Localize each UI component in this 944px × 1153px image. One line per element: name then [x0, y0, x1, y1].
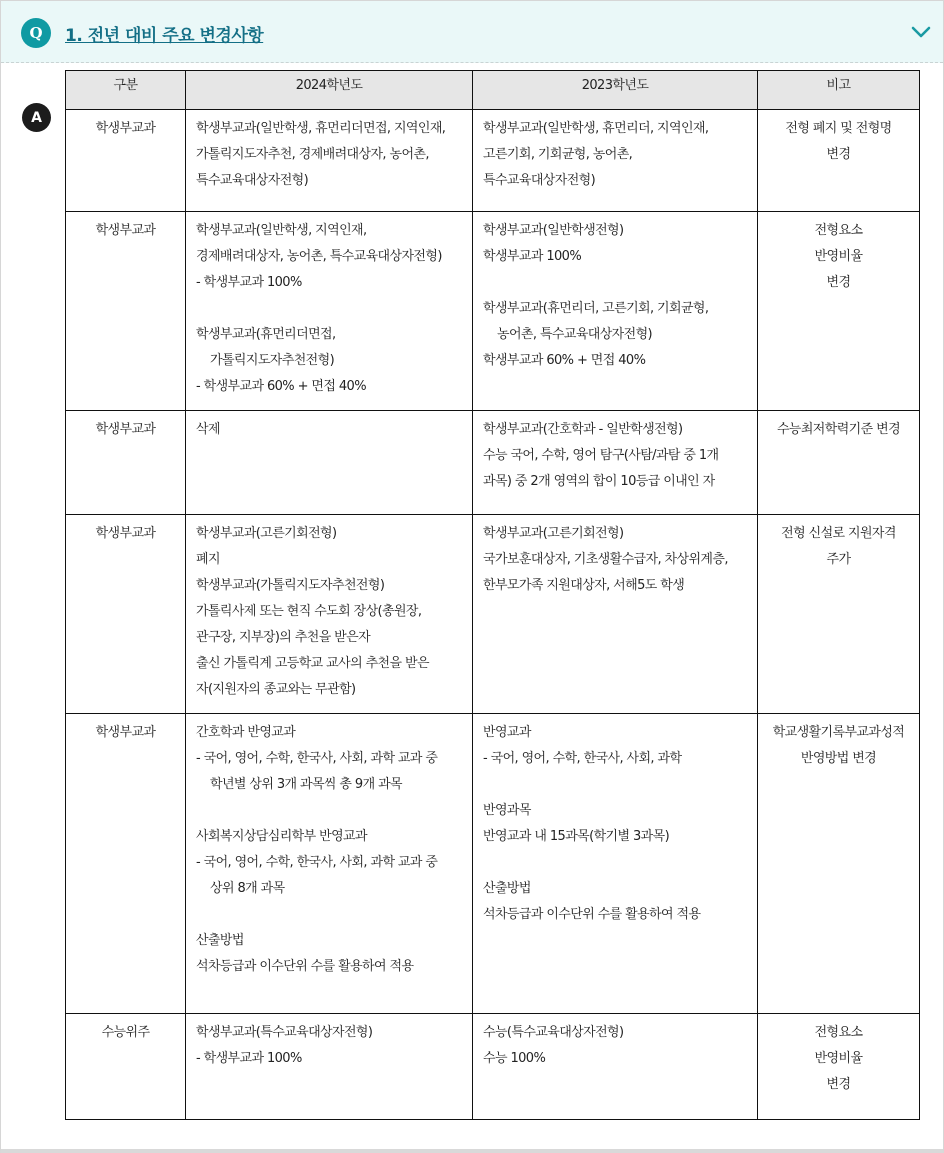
cell-text-line: 과목) 중 2개 영역의 합이 10등급 이내인 자	[483, 474, 715, 489]
cell-note	[758, 212, 920, 411]
cell-y2024	[186, 212, 473, 411]
cell-category: 학생부교과	[66, 411, 186, 515]
cell-text-line: 폐지	[196, 552, 220, 567]
cell-text-line: - 국어, 영어, 수학, 한국사, 사회, 과학	[483, 751, 682, 766]
cell-text-line: 가톨릭사제 또는 현직 수도회 장상(총원장,	[196, 604, 422, 619]
cell-text-line: 수능최저학력기준 변경	[776, 422, 901, 437]
cell-category: 수능위주	[66, 1014, 186, 1120]
cell-text-line: 반영교과	[483, 725, 531, 740]
cell-text-line: 학생부교과(가톨릭지도자추천전형)	[196, 578, 385, 593]
cell-y2023	[473, 1014, 758, 1120]
cell-note	[758, 714, 920, 1014]
cell-text-line: 수능 100%	[483, 1051, 546, 1066]
cell-text-line: 학생부교과 60% + 면접 40%	[483, 353, 646, 368]
cell-text-line: 수능(특수교육대상자전형)	[483, 1025, 624, 1040]
cell-category: 학생부교과	[66, 212, 186, 411]
cell-text-line: 주가	[826, 552, 851, 567]
cell-text-line: 반영비율	[814, 249, 863, 264]
cell-y2023	[473, 411, 758, 515]
cell-text-line: 국가보훈대상자, 기초생활수급자, 차상위계층,	[483, 552, 728, 567]
cell-text-line: - 학생부교과 100%	[196, 1051, 302, 1066]
cell-text-line: 학년별 상위 3개 과목씩 총 9개 과목	[210, 777, 402, 792]
cell-text-line: - 국어, 영어, 수학, 한국사, 사회, 과학 교과 중	[196, 855, 438, 870]
cell-y2023	[473, 515, 758, 714]
cell-text-line: 한부모가족 지원대상자, 서해5도 학생	[483, 578, 685, 593]
cell-text-line: 고른기회, 기회균형, 농어촌,	[483, 147, 633, 162]
cell-text-line: 상위 8개 과목	[210, 881, 285, 896]
cell-text-line: 석차등급과 이수단위 수를 활용하여 적용	[196, 959, 414, 974]
question-header[interactable]	[1, 1, 943, 63]
table-row	[66, 411, 920, 515]
cell-text-line: 전형 폐지 및 전형명	[785, 121, 892, 136]
cell-y2024	[186, 1014, 473, 1120]
cell-text-line: 학생부교과(특수교육대상자전형)	[196, 1025, 373, 1040]
cell-text-line: 변경	[826, 1077, 851, 1092]
cell-text-line: 반영과목	[483, 803, 531, 818]
cell-category: 학생부교과	[66, 515, 186, 714]
table-row	[66, 515, 920, 714]
cell-text-line: 사회복지상담심리학부 반영교과	[196, 829, 367, 844]
cell-text-line: 학교생활기록부교과성적	[772, 725, 905, 740]
cell-y2024	[186, 411, 473, 515]
cell-category: 학생부교과	[66, 714, 186, 1014]
cell-text-line: - 학생부교과 100%	[196, 275, 302, 290]
cell-text-line: 농어촌, 특수교육대상자전형)	[497, 327, 653, 342]
spacer	[196, 296, 462, 322]
spacer	[196, 902, 462, 928]
spacer	[483, 270, 747, 296]
cell-text-line: 학생부교과(일반학생, 휴먼리더면접, 지역인재,	[196, 121, 446, 136]
cell-text-line: 관구장, 지부장)의 추천을 받은자	[196, 630, 371, 645]
spacer	[483, 850, 747, 876]
table-header-row	[66, 71, 920, 110]
cell-text-line: 전형요소	[814, 1025, 863, 1040]
table-row	[66, 212, 920, 411]
cell-text-line: 반영교과 내 15과목(학기별 3과목)	[483, 829, 670, 844]
cell-text-line: 변경	[826, 147, 851, 162]
cell-text-line: 학생부교과(일반학생, 지역인재,	[196, 223, 367, 238]
cell-text-line: 전형 신설로 지원자격	[781, 526, 896, 541]
cell-text-line: 석차등급과 이수단위 수를 활용하여 적용	[483, 907, 701, 922]
cell-text-line: 특수교육대상자전형)	[196, 173, 309, 188]
cell-text-line: 반영비율	[814, 1051, 863, 1066]
header-2023: 2023학년도	[473, 71, 758, 110]
cell-text-line: 산출방법	[483, 881, 531, 896]
table-row	[66, 1014, 920, 1120]
cell-text-line: 학생부교과(휴먼리더, 고른기회, 기회균형,	[483, 301, 709, 316]
cell-text-line: 변경	[826, 275, 851, 290]
cell-text-line: 학생부교과(일반학생, 휴먼리더, 지역인재,	[483, 121, 709, 136]
changes-table	[65, 70, 920, 1120]
cell-text-line: 수능 국어, 수학, 영어 탐구(사탐/과탐 중 1개	[483, 448, 719, 463]
cell-text-line: 전형요소	[814, 223, 863, 238]
cell-text-line: 학생부교과(간호학과 - 일반학생전형)	[483, 422, 683, 437]
question-title-link[interactable]: 1. 전년 대비 주요 변경사항	[65, 26, 264, 46]
cell-text-line: 학생부교과(고른기회전형)	[483, 526, 624, 541]
cell-text-line: - 국어, 영어, 수학, 한국사, 사회, 과학 교과 중	[196, 751, 438, 766]
cell-text-line: 학생부교과 100%	[483, 249, 582, 264]
header-category: 구분	[66, 71, 186, 110]
header-2024: 2024학년도	[186, 71, 473, 110]
cell-text-line: 간호학과 반영교과	[196, 725, 296, 740]
cell-text-line: 학생부교과(고른기회전형)	[196, 526, 337, 541]
chevron-down-icon[interactable]	[910, 24, 932, 40]
header-note: 비고	[758, 71, 920, 110]
cell-text-line: 산출방법	[196, 933, 244, 948]
cell-note	[758, 411, 920, 515]
cell-y2023	[473, 714, 758, 1014]
cell-y2023	[473, 110, 758, 212]
cell-category: 학생부교과	[66, 110, 186, 212]
cell-note	[758, 110, 920, 212]
cell-text-line: 삭제	[196, 422, 220, 437]
cell-y2024	[186, 515, 473, 714]
spacer	[196, 798, 462, 824]
cell-note	[758, 1014, 920, 1120]
cell-text-line: 자(지원자의 종교와는 무관함)	[196, 682, 356, 697]
cell-y2023	[473, 212, 758, 411]
cell-text-line: 학생부교과(일반학생전형)	[483, 223, 624, 238]
question-badge: Q	[21, 18, 51, 48]
cell-y2024	[186, 110, 473, 212]
cell-y2024	[186, 714, 473, 1014]
cell-text-line: 반영방법 변경	[800, 751, 877, 766]
cell-text-line: 특수교육대상자전형)	[483, 173, 596, 188]
table-row	[66, 110, 920, 212]
cell-text-line: 가톨릭지도자추천전형)	[210, 353, 335, 368]
table-row	[66, 714, 920, 1014]
spacer	[483, 772, 747, 798]
cell-note	[758, 515, 920, 714]
cell-text-line: 경제배려대상자, 농어촌, 특수교육대상자전형)	[196, 249, 442, 264]
cell-text-line: 학생부교과(휴먼리더면접,	[196, 327, 336, 342]
cell-text-line: 출신 가톨릭계 고등학교 교사의 추천을 받은	[196, 656, 429, 671]
cell-text-line: - 학생부교과 60% + 면접 40%	[196, 379, 366, 394]
answer-badge: A	[22, 103, 51, 132]
cell-text-line: 가톨릭지도자추천, 경제배려대상자, 농어촌,	[196, 147, 429, 162]
